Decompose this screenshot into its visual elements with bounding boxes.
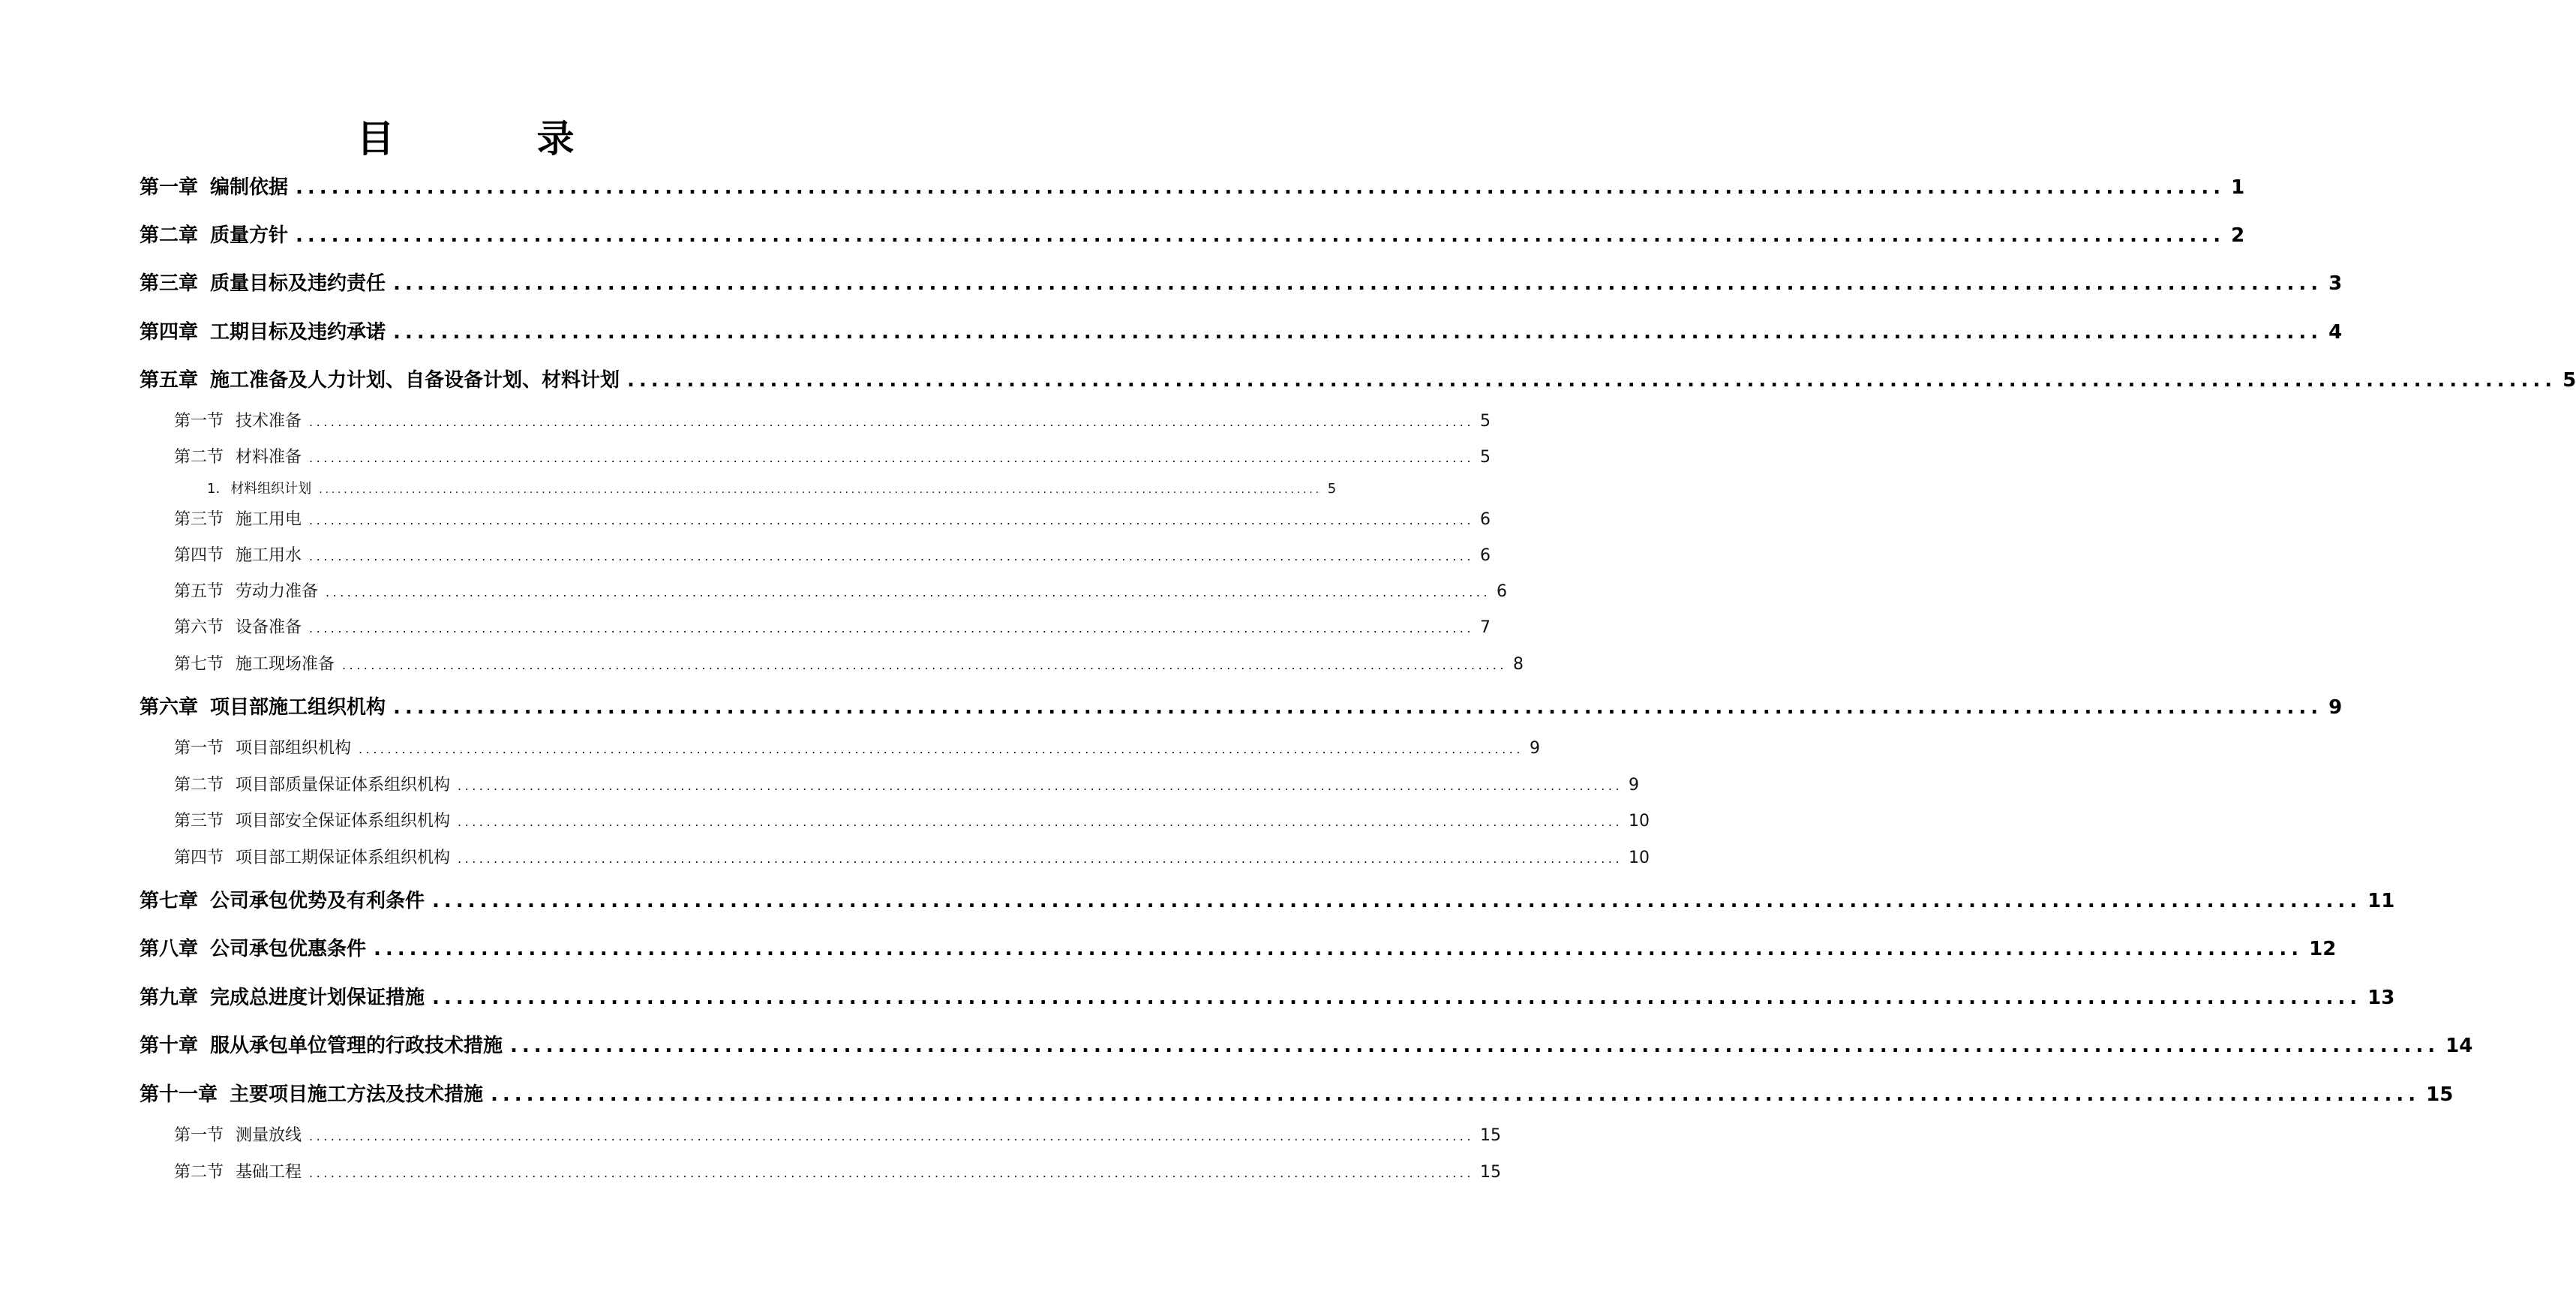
toc-chapter-8[interactable] [140, 933, 2337, 961]
toc-prefix: 第十一章 [140, 1083, 218, 1106]
toc-title: 基础工程 [236, 1163, 302, 1182]
toc-title: 项目部组织机构 [236, 739, 352, 758]
toc-prefix: 第四节 [174, 849, 224, 867]
toc-section[interactable] [174, 408, 1491, 431]
toc-section[interactable] [174, 845, 1650, 868]
toc-leader: .................................................................................................................................................................. [510, 1035, 2440, 1057]
toc-prefix: 第一章 [140, 176, 199, 199]
toc-title: 劳动力准备 [236, 582, 319, 601]
toc-title: 质量方针 [210, 224, 289, 247]
toc-page-number: 14 [2445, 1035, 2473, 1057]
toc-page-number: 13 [2367, 987, 2395, 1009]
toc-prefix: 第四章 [140, 321, 199, 344]
toc-section[interactable] [174, 735, 1540, 759]
toc-subsection[interactable] [207, 478, 1337, 497]
toc-leader: .................................................................................................................................................................. [359, 742, 1524, 756]
toc-title: 项目部质量保证体系组织机构 [236, 776, 451, 795]
toc-prefix: 第一节 [174, 412, 224, 431]
toc-prefix: 第八章 [140, 938, 199, 960]
toc-section[interactable] [174, 506, 1491, 530]
toc-prefix: 第二节 [174, 776, 224, 795]
toc-page-number: 2 [2231, 224, 2245, 247]
toc-section[interactable] [174, 542, 1491, 566]
toc-leader: .................................................................................................................................................................. [432, 890, 2362, 912]
toc-leader: .................................................................................................................................................................. [309, 1166, 1474, 1180]
toc-page-number: 15 [1479, 1163, 1501, 1182]
toc-prefix: 第三节 [174, 812, 224, 831]
toc-section[interactable] [174, 1159, 1501, 1182]
toc-title: 材料组织计划 [230, 481, 312, 497]
toc-prefix: 第九章 [140, 987, 199, 1009]
toc-title: 完成总进度计划保证措施 [210, 987, 425, 1009]
toc-prefix: 第七节 [174, 655, 224, 674]
toc-chapter-5[interactable] [140, 365, 2576, 392]
toc-prefix: 第五节 [174, 582, 224, 601]
toc-page-number: 5 [2562, 369, 2576, 392]
toc-section[interactable] [174, 1122, 1501, 1146]
toc-page-number: 11 [2367, 890, 2395, 912]
toc-leader: .................................................................................................................................................................. [309, 621, 1474, 635]
toc-title: 施工现场准备 [236, 655, 335, 674]
toc-page-number: 6 [1479, 510, 1491, 529]
toc-leader: .................................................................................................................................................................. [309, 549, 1474, 563]
toc-title: 设备准备 [236, 618, 302, 637]
toc-leader: .................................................................................................................................................................. [309, 513, 1474, 527]
toc-chapter-9[interactable] [140, 982, 2395, 1010]
toc-prefix: 第一节 [174, 739, 224, 758]
toc-leader: .................................................................................................................................................................. [374, 938, 2304, 960]
toc-title: 材料准备 [236, 448, 302, 467]
toc-leader: .................................................................................................................................................................. [393, 696, 2323, 719]
toc-prefix: 第三节 [174, 510, 224, 529]
toc-title: 施工用电 [236, 510, 302, 529]
toc-title: 工期目标及违约承诺 [210, 321, 386, 344]
toc-title: 公司承包优势及有利条件 [210, 890, 425, 912]
toc-leader: .................................................................................................................................................................. [491, 1083, 2421, 1106]
toc-page-number: 10 [1628, 849, 1650, 867]
toc-leader: .................................................................................................................................................................. [326, 585, 1491, 599]
toc-leader: .................................................................................................................................................................. [458, 815, 1623, 829]
toc-prefix: 1. [207, 481, 221, 497]
toc-chapter-10[interactable] [140, 1030, 2473, 1058]
toc-page-number: 9 [1529, 739, 1540, 758]
toc-prefix: 第二章 [140, 224, 199, 247]
toc-leader: .................................................................................................................................................................. [458, 852, 1623, 866]
toc-prefix: 第一节 [174, 1126, 224, 1145]
toc-leader: .................................................................................................................................................................. [342, 658, 1507, 672]
toc-leader: .................................................................................................................................................................. [309, 451, 1474, 465]
toc-leader: .................................................................................................................................................................. [296, 176, 2226, 199]
toc-prefix: 第六节 [174, 618, 224, 637]
toc-section[interactable] [174, 772, 1639, 795]
toc-prefix: 第六章 [140, 696, 199, 719]
toc-prefix: 第七章 [140, 890, 199, 912]
toc-prefix: 第二节 [174, 448, 224, 467]
toc-chapter-2[interactable] [140, 220, 2245, 248]
toc-section[interactable] [174, 578, 1507, 602]
toc-leader: .................................................................................................................................................................. [393, 321, 2323, 344]
toc-chapter-3[interactable] [140, 268, 2343, 296]
toc-title: 编制依据 [210, 176, 289, 199]
toc-prefix: 第三章 [140, 272, 199, 295]
toc-page-number: 15 [2426, 1083, 2454, 1106]
toc-title: 技术准备 [236, 412, 302, 431]
toc-title: 公司承包优惠条件 [210, 938, 367, 960]
toc-section[interactable] [174, 808, 1650, 831]
toc-leader: .................................................................................................................................................................. [432, 987, 2362, 1009]
toc-title: 施工用水 [236, 546, 302, 565]
toc-leader: .................................................................................................................................................................. [627, 369, 2557, 392]
toc-page-number: 5 [1327, 481, 1337, 497]
toc-chapter-1[interactable] [140, 172, 2245, 200]
toc-title: 施工准备及人力计划、自备设备计划、材料计划 [210, 369, 620, 392]
toc-title: 质量目标及违约责任 [210, 272, 386, 295]
toc-page-number: 6 [1479, 546, 1491, 565]
toc-page-number: 12 [2309, 938, 2337, 960]
toc-page-number: 4 [2328, 321, 2343, 344]
toc-leader: .................................................................................................................................................................. [309, 415, 1474, 429]
toc-page-number: 8 [1512, 655, 1524, 674]
page-title: 目 录 [356, 117, 627, 161]
toc-title: 项目部施工组织机构 [210, 696, 386, 719]
toc-page-number: 9 [1628, 776, 1639, 795]
toc-section[interactable] [174, 651, 1524, 675]
toc-prefix: 第五章 [140, 369, 199, 392]
toc-page-number: 5 [1479, 448, 1491, 467]
toc-page-number: 3 [2328, 272, 2343, 295]
toc-page-number: 15 [1479, 1126, 1501, 1145]
toc-leader: .................................................................................................................................................................. [309, 1129, 1474, 1143]
toc-title: 主要项目施工方法及技术措施 [230, 1083, 484, 1106]
toc-chapter-11[interactable] [140, 1079, 2454, 1107]
toc-title: 项目部安全保证体系组织机构 [236, 812, 451, 831]
toc-chapter-6[interactable] [140, 692, 2343, 720]
toc-leader: .................................................................................................................................................................. [296, 224, 2226, 247]
toc-leader: .................................................................................................................................................................. [458, 779, 1623, 793]
toc-leader: .................................................................................................................................................................. [319, 484, 1322, 496]
toc-page-number: 1 [2231, 176, 2245, 199]
toc-page-number: 7 [1479, 618, 1491, 637]
toc-title: 项目部工期保证体系组织机构 [236, 849, 451, 867]
toc-section[interactable] [174, 444, 1491, 467]
toc-page-number: 6 [1496, 582, 1507, 601]
toc-prefix: 第二节 [174, 1163, 224, 1182]
toc-leader: .................................................................................................................................................................. [393, 272, 2323, 295]
toc-page-number: 5 [1479, 412, 1491, 431]
toc-page-number: 9 [2328, 696, 2343, 719]
toc-section[interactable] [174, 614, 1491, 638]
toc-prefix: 第四节 [174, 546, 224, 565]
toc-prefix: 第十章 [140, 1035, 199, 1057]
toc-title: 测量放线 [236, 1126, 302, 1145]
toc-title: 服从承包单位管理的行政技术措施 [210, 1035, 503, 1057]
toc-chapter-4[interactable] [140, 317, 2343, 344]
toc-page-number: 10 [1628, 812, 1650, 831]
toc-chapter-7[interactable] [140, 885, 2395, 913]
